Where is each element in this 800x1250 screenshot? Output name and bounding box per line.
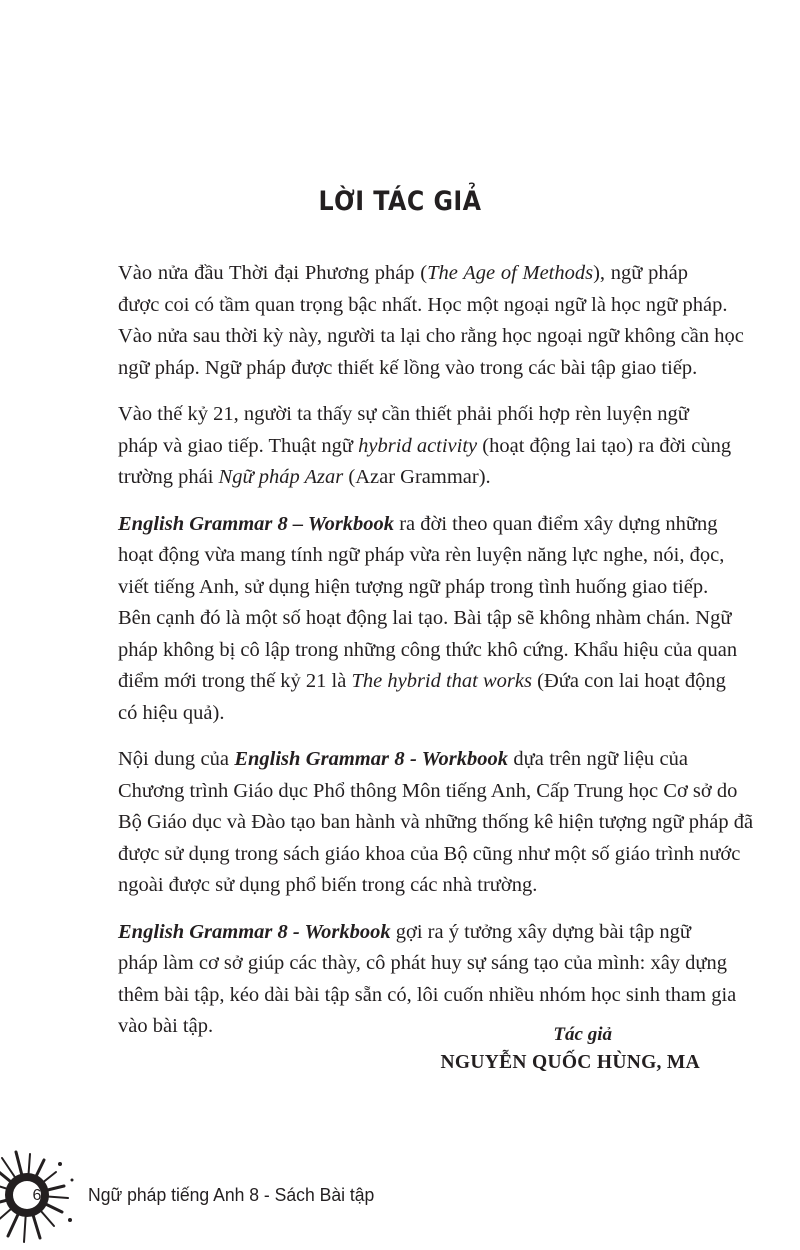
text-line: viết tiếng Anh, sử dụng hiện tượng ngữ pháp trong tình huống giao tiếp. xyxy=(118,575,709,598)
text-run: điểm mới trong thế kỷ 21 là xyxy=(118,670,352,692)
text-line: Bên cạnh đó là một số hoạt động lai tạo. Bài tập sẽ không nhàm chán. Ngữ xyxy=(118,607,732,629)
italic-term: hybrid activity xyxy=(358,434,478,457)
text-line: ngữ pháp. Ngữ pháp được thiết kế lồng vào trong các bài tập giao tiếp. xyxy=(118,356,698,379)
text-run: Nội dung của xyxy=(118,748,235,770)
text-run: (hoạt động lai tạo) ra đời cùng xyxy=(477,434,732,457)
text-run: (Đứa con lai hoạt động xyxy=(532,670,726,692)
paragraph-3 xyxy=(108,509,738,730)
text-run: pháp và giao tiếp. Thuật ngữ xyxy=(118,434,359,457)
foreword-body xyxy=(108,258,754,1058)
text-line: được coi có tầm quan trọng bậc nhất. Học một ngoại ngữ là học ngữ pháp. xyxy=(118,293,728,316)
text-line: thêm bài tập, kéo dài bài tập sẵn có, lôi cuốn nhiều nhóm học sinh tham gia xyxy=(118,983,737,1006)
text-run: ra đời theo quan điểm xây dựng những xyxy=(394,512,718,535)
text-line xyxy=(108,509,718,541)
text-run: gợi ra ý tưởng xây dựng bài tập ngữ xyxy=(390,920,692,943)
italic-term: The Age of Methods xyxy=(427,262,594,284)
text-line xyxy=(108,462,688,494)
page-title: LỜI TÁC GIẢ xyxy=(318,186,482,217)
text-line: pháp không bị cô lập trong những công thức khô cứng. Khẩu hiệu của quan xyxy=(118,638,738,661)
text-line: hoạt động vừa mang tính ngữ pháp vừa rèn luyện năng lực nghe, nói, đọc, xyxy=(118,544,725,566)
text-line: có hiệu quả). xyxy=(118,701,225,724)
paragraph-4 xyxy=(108,744,754,902)
text-line xyxy=(108,917,692,949)
text-line: được sử dụng trong sách giáo khoa của Bộ cũng như một số giáo trình nước xyxy=(118,842,741,865)
text-run: ), ngữ pháp xyxy=(593,262,688,284)
text-line xyxy=(108,431,732,463)
book-title: English Grammar 8 - Workbook xyxy=(118,920,391,943)
text-run: Vào nửa đầu Thời đại Phương pháp ( xyxy=(118,262,428,284)
text-run: (Azar Grammar). xyxy=(343,466,491,488)
book-title: English Grammar 8 - Workbook xyxy=(234,748,508,770)
text-line: ngoài được sử dụng phổ biến trong các nhà trường. xyxy=(118,874,538,896)
author-role: Tác giả xyxy=(553,1024,612,1045)
text-run: trường phái xyxy=(118,466,219,488)
text-line xyxy=(108,744,688,776)
paragraph-2 xyxy=(108,399,732,494)
page-footer xyxy=(0,1150,800,1250)
author-signature xyxy=(441,1022,701,1078)
text-line: Chương trình Giáo dục Phổ thông Môn tiếng Anh, Cấp Trung học Cơ sở do xyxy=(118,779,738,802)
text-line: Bộ Giáo dục và Đào tạo ban hành và những thống kê hiện tượng ngữ pháp đã xyxy=(118,811,754,833)
running-title: Ngữ pháp tiếng Anh 8 - Sách Bài tập xyxy=(88,1184,375,1205)
text-line xyxy=(108,666,726,698)
italic-term: The hybrid that works xyxy=(351,670,532,692)
text-run: dựa trên ngữ liệu của xyxy=(507,748,688,770)
text-line: vào bài tập. xyxy=(118,1015,214,1037)
author-name: NGUYỄN QUỐC HÙNG, MA xyxy=(440,1052,700,1073)
book-title: English Grammar 8 – Workbook xyxy=(118,512,395,535)
text-line: pháp làm cơ sở giúp các thày, cô phát huy sự sáng tạo của mình: xây dựng xyxy=(118,952,728,974)
page-number: 6 xyxy=(32,1187,42,1204)
italic-term: Ngữ pháp Azar xyxy=(218,466,344,488)
paragraph-1 xyxy=(108,258,744,384)
ink-splash-icon xyxy=(0,1150,100,1245)
text-line: Vào nửa sau thời kỳ này, người ta lại cho rằng học ngoại ngữ không cần học xyxy=(118,325,744,347)
text-line: Vào thế kỷ 21, người ta thấy sự cần thiết phải phối hợp rèn luyện ngữ xyxy=(118,403,689,425)
text-line xyxy=(108,258,688,290)
